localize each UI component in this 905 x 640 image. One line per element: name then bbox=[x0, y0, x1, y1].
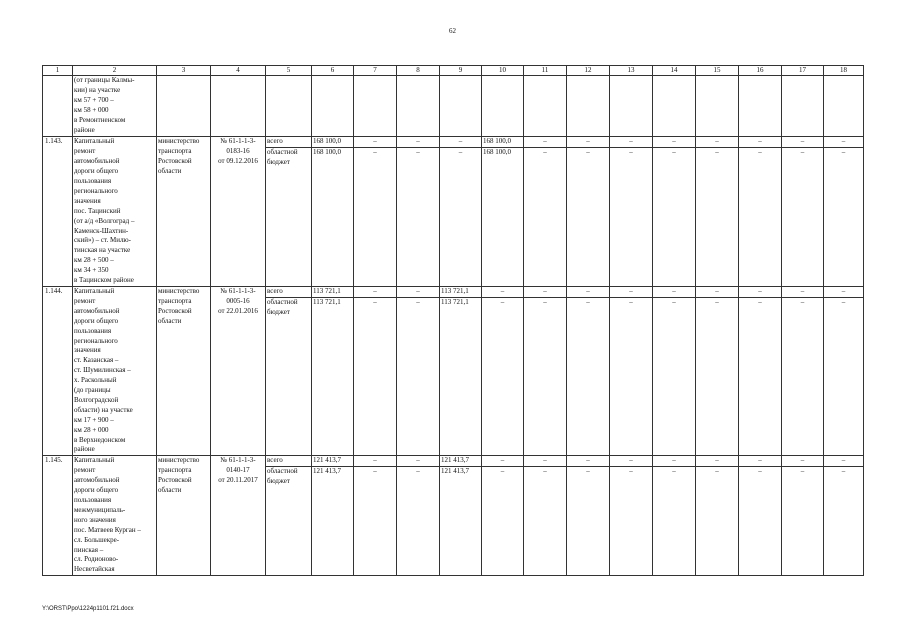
cell-line: пос. Матвеев Курган – bbox=[74, 525, 141, 534]
cell-line: автомобильной bbox=[74, 306, 120, 315]
cell-line: пользования bbox=[74, 326, 112, 335]
funding-source-cell bbox=[266, 148, 312, 287]
cell-line: регионального bbox=[74, 336, 118, 345]
cell-line: Ростовской bbox=[158, 157, 192, 166]
cell-line: в Тацинском районе bbox=[74, 276, 134, 285]
value-cell: – bbox=[567, 467, 610, 576]
funding-source-cell: всего bbox=[266, 456, 312, 467]
value-cell: – bbox=[782, 456, 824, 467]
value-cell: – bbox=[739, 286, 782, 297]
cell-line: Волгоградской bbox=[74, 395, 119, 404]
value-cell: – bbox=[482, 456, 524, 467]
cell-line: ремонт bbox=[74, 147, 96, 156]
empty-cell bbox=[782, 76, 824, 137]
funding-source-cell: всего bbox=[266, 286, 312, 297]
cell-line: 0005-16 bbox=[226, 296, 250, 305]
cell-line: районе bbox=[74, 445, 95, 454]
cell-line: областной bbox=[267, 148, 298, 157]
cell-line: значения bbox=[74, 196, 101, 205]
value-cell: – bbox=[782, 137, 824, 148]
value-cell: 121 413,7 bbox=[440, 456, 482, 467]
value-cell: – bbox=[824, 467, 864, 576]
cell-line: 0183-16 bbox=[226, 147, 250, 156]
customer-cell bbox=[157, 137, 211, 287]
cell-line: автомобильной bbox=[74, 476, 120, 485]
cell-line: тинская на участке bbox=[74, 246, 131, 255]
cell-line: (до границы bbox=[74, 386, 111, 395]
column-number: 5 bbox=[266, 66, 312, 76]
cell-line: ремонт bbox=[74, 466, 96, 475]
empty-cell bbox=[157, 76, 211, 137]
cell-line: (от а/д «Волгоград – bbox=[74, 216, 135, 225]
value-cell: – bbox=[610, 297, 653, 456]
value-cell: – bbox=[524, 467, 567, 576]
cell-line: значения bbox=[74, 346, 101, 355]
customer-cell bbox=[157, 456, 211, 576]
column-number: 3 bbox=[157, 66, 211, 76]
empty-cell bbox=[567, 76, 610, 137]
value-cell: – bbox=[482, 467, 524, 576]
column-number: 15 bbox=[696, 66, 739, 76]
cell-line: автомобильной bbox=[74, 157, 120, 166]
value-cell: – bbox=[610, 286, 653, 297]
empty-cell bbox=[354, 76, 397, 137]
file-path-footer: Y:\ORST\Ppo\1224p1101.f21.docx bbox=[42, 606, 134, 612]
value-cell: – bbox=[610, 148, 653, 287]
column-number: 18 bbox=[824, 66, 864, 76]
continuation-row bbox=[43, 76, 864, 137]
value-cell: 113 721,1 bbox=[312, 297, 354, 456]
column-number: 12 bbox=[567, 66, 610, 76]
cell-line: пинская – bbox=[74, 545, 104, 554]
value-cell: 121 413,7 bbox=[440, 467, 482, 576]
value-cell: – bbox=[354, 467, 397, 576]
cell-line: транспорта bbox=[158, 296, 192, 305]
value-cell: 168 100,0 bbox=[482, 148, 524, 287]
value-cell: – bbox=[524, 456, 567, 467]
value-cell: 168 100,0 bbox=[482, 137, 524, 148]
cell-line: в Верхнедонском bbox=[74, 435, 126, 444]
value-cell: – bbox=[482, 286, 524, 297]
value-cell: – bbox=[524, 297, 567, 456]
value-cell: – bbox=[653, 467, 696, 576]
cell-line: сл. Большекре- bbox=[74, 535, 120, 544]
value-cell: – bbox=[696, 148, 739, 287]
value-cell: – bbox=[610, 137, 653, 148]
value-cell: 168 100,0 bbox=[312, 137, 354, 148]
value-cell: – bbox=[354, 137, 397, 148]
cell-line: 0140-17 bbox=[226, 466, 250, 475]
cell-line: Каменск-Шахтин- bbox=[74, 226, 129, 235]
column-number: 11 bbox=[524, 66, 567, 76]
column-number: 13 bbox=[610, 66, 653, 76]
empty-cell bbox=[440, 76, 482, 137]
cell-line: пользования bbox=[74, 496, 112, 505]
column-number: 1 bbox=[43, 66, 73, 76]
object-name-cell bbox=[73, 76, 157, 137]
cell-line: области bbox=[158, 316, 182, 325]
object-name-cell bbox=[73, 456, 157, 576]
value-cell: – bbox=[567, 286, 610, 297]
column-number: 10 bbox=[482, 66, 524, 76]
cell-line: Капитальный bbox=[74, 137, 115, 146]
value-cell: – bbox=[397, 467, 440, 576]
value-cell: – bbox=[696, 286, 739, 297]
row-number-cell: 1.145. bbox=[43, 456, 73, 576]
column-number: 2 bbox=[73, 66, 157, 76]
customer-cell bbox=[157, 286, 211, 455]
value-cell: – bbox=[824, 297, 864, 456]
cell-line: ст. Казанская – bbox=[74, 356, 119, 365]
column-number: 7 bbox=[354, 66, 397, 76]
value-cell: – bbox=[824, 456, 864, 467]
value-cell: – bbox=[440, 137, 482, 148]
cell-line: ремонт bbox=[74, 296, 96, 305]
cell-line: Несветайская bbox=[74, 565, 115, 574]
cell-line: в Ремонтненском bbox=[74, 115, 126, 124]
column-number: 9 bbox=[440, 66, 482, 76]
cell-line: транспорта bbox=[158, 466, 192, 475]
value-cell: – bbox=[354, 297, 397, 456]
column-number: 17 bbox=[782, 66, 824, 76]
cell-line: пос. Тацинский bbox=[74, 206, 121, 215]
value-cell: – bbox=[397, 297, 440, 456]
value-cell: – bbox=[782, 467, 824, 576]
value-cell: – bbox=[739, 137, 782, 148]
page-number: 62 bbox=[449, 27, 456, 35]
cell-line: сл. Родионово- bbox=[74, 555, 119, 564]
value-cell: – bbox=[567, 456, 610, 467]
cell-line: областной bbox=[267, 467, 298, 476]
value-cell: – bbox=[354, 456, 397, 467]
value-cell: – bbox=[696, 456, 739, 467]
funding-source-cell bbox=[266, 297, 312, 456]
cell-line: министерство bbox=[158, 286, 200, 295]
value-cell: – bbox=[524, 286, 567, 297]
table-row bbox=[43, 137, 864, 148]
value-cell: – bbox=[653, 456, 696, 467]
cell-line: транспорта bbox=[158, 147, 192, 156]
column-number: 6 bbox=[312, 66, 354, 76]
cell-line: (от границы Калмы- bbox=[74, 76, 135, 84]
cell-line: районе bbox=[74, 125, 95, 134]
value-cell: – bbox=[567, 297, 610, 456]
empty-cell bbox=[43, 76, 73, 137]
row-number-cell: 1.144. bbox=[43, 286, 73, 455]
value-cell: – bbox=[610, 456, 653, 467]
value-cell: – bbox=[824, 148, 864, 287]
value-cell: – bbox=[824, 137, 864, 148]
object-name-cell bbox=[73, 137, 157, 287]
empty-cell bbox=[312, 76, 354, 137]
table-row bbox=[43, 456, 864, 467]
value-cell: – bbox=[696, 297, 739, 456]
value-cell: – bbox=[440, 148, 482, 287]
value-cell: 168 100,0 bbox=[312, 148, 354, 287]
cell-line: области bbox=[158, 167, 182, 176]
cell-line: Капитальный bbox=[74, 286, 115, 295]
cell-line: км 57 + 700 – bbox=[74, 95, 114, 104]
value-cell: 113 721,1 bbox=[440, 286, 482, 297]
value-cell: – bbox=[782, 148, 824, 287]
empty-cell bbox=[211, 76, 266, 137]
document-cell bbox=[211, 137, 266, 287]
cell-line: бюджет bbox=[267, 307, 290, 316]
cell-line: х. Раскольный bbox=[74, 376, 117, 385]
value-cell: – bbox=[653, 137, 696, 148]
cell-line: регионального bbox=[74, 186, 118, 195]
cell-line: км 17 + 900 – bbox=[74, 415, 114, 424]
funding-source-cell bbox=[266, 467, 312, 576]
value-cell: – bbox=[567, 148, 610, 287]
value-cell: – bbox=[782, 297, 824, 456]
empty-cell bbox=[524, 76, 567, 137]
cell-line: бюджет bbox=[267, 158, 290, 167]
cell-line: дороги общего bbox=[74, 486, 119, 495]
funding-source-cell: всего bbox=[266, 137, 312, 148]
document-cell bbox=[211, 456, 266, 576]
table-row bbox=[43, 286, 864, 297]
empty-cell bbox=[653, 76, 696, 137]
value-cell: – bbox=[653, 286, 696, 297]
cell-line: ский») – ст. Милю- bbox=[74, 236, 131, 245]
column-number: 4 bbox=[211, 66, 266, 76]
cell-line: Ростовской bbox=[158, 306, 192, 315]
cell-line: км 58 + 000 bbox=[74, 105, 109, 114]
value-cell: – bbox=[354, 148, 397, 287]
cell-line: министерство bbox=[158, 137, 200, 146]
value-cell: – bbox=[739, 148, 782, 287]
value-cell: – bbox=[824, 286, 864, 297]
cell-line: км 28 + 000 bbox=[74, 425, 109, 434]
value-cell: – bbox=[653, 148, 696, 287]
value-cell: – bbox=[397, 456, 440, 467]
column-number: 14 bbox=[653, 66, 696, 76]
value-cell: – bbox=[482, 297, 524, 456]
cell-line: ного значения bbox=[74, 515, 116, 524]
value-cell: – bbox=[696, 467, 739, 576]
empty-cell bbox=[266, 76, 312, 137]
cell-line: от 20.11.2017 bbox=[218, 476, 258, 485]
cell-line: № 61-1-1-3- bbox=[220, 286, 256, 295]
value-cell: – bbox=[524, 137, 567, 148]
value-cell: – bbox=[397, 137, 440, 148]
cell-line: областной bbox=[267, 297, 298, 306]
value-cell: – bbox=[696, 137, 739, 148]
value-cell: – bbox=[610, 467, 653, 576]
value-cell: – bbox=[397, 148, 440, 287]
empty-cell bbox=[696, 76, 739, 137]
cell-line: № 61-1-1-3- bbox=[220, 456, 256, 465]
cell-line: км 34 + 350 bbox=[74, 266, 109, 275]
cell-line: дороги общего bbox=[74, 316, 119, 325]
cell-line: области) на участке bbox=[74, 405, 133, 414]
empty-cell bbox=[824, 76, 864, 137]
cell-line: ст. Шумилинская – bbox=[74, 366, 131, 375]
value-cell: – bbox=[653, 297, 696, 456]
object-name-cell bbox=[73, 286, 157, 455]
value-cell: – bbox=[739, 297, 782, 456]
column-number: 8 bbox=[397, 66, 440, 76]
value-cell: – bbox=[739, 467, 782, 576]
cell-line: пользования bbox=[74, 177, 112, 186]
cell-line: кии) на участке bbox=[74, 85, 121, 94]
cell-line: бюджет bbox=[267, 477, 290, 486]
row-number-cell: 1.143. bbox=[43, 137, 73, 287]
column-number-row bbox=[43, 66, 864, 76]
empty-cell bbox=[482, 76, 524, 137]
value-cell: 121 413,7 bbox=[312, 467, 354, 576]
value-cell: 113 721,1 bbox=[312, 286, 354, 297]
value-cell: – bbox=[739, 456, 782, 467]
value-cell: – bbox=[782, 286, 824, 297]
value-cell: – bbox=[524, 148, 567, 287]
cell-line: министерство bbox=[158, 456, 200, 465]
empty-cell bbox=[397, 76, 440, 137]
cell-line: области bbox=[158, 486, 182, 495]
cell-line: межмуниципаль- bbox=[74, 505, 126, 514]
column-number: 16 bbox=[739, 66, 782, 76]
cell-line: № 61-1-1-3- bbox=[220, 137, 256, 146]
cell-line: от 09.12.2016 bbox=[218, 157, 258, 166]
document-cell bbox=[211, 286, 266, 455]
empty-cell bbox=[739, 76, 782, 137]
value-cell: – bbox=[397, 286, 440, 297]
value-cell: 121 413,7 bbox=[312, 456, 354, 467]
cell-line: км 28 + 500 – bbox=[74, 256, 114, 265]
value-cell: – bbox=[354, 286, 397, 297]
cell-line: от 22.01.2016 bbox=[218, 306, 258, 315]
program-table bbox=[42, 65, 864, 576]
cell-line: дороги общего bbox=[74, 167, 119, 176]
cell-line: Ростовской bbox=[158, 476, 192, 485]
empty-cell bbox=[610, 76, 653, 137]
value-cell: 113 721,1 bbox=[440, 297, 482, 456]
cell-line: Капитальный bbox=[74, 456, 115, 465]
value-cell: – bbox=[567, 137, 610, 148]
